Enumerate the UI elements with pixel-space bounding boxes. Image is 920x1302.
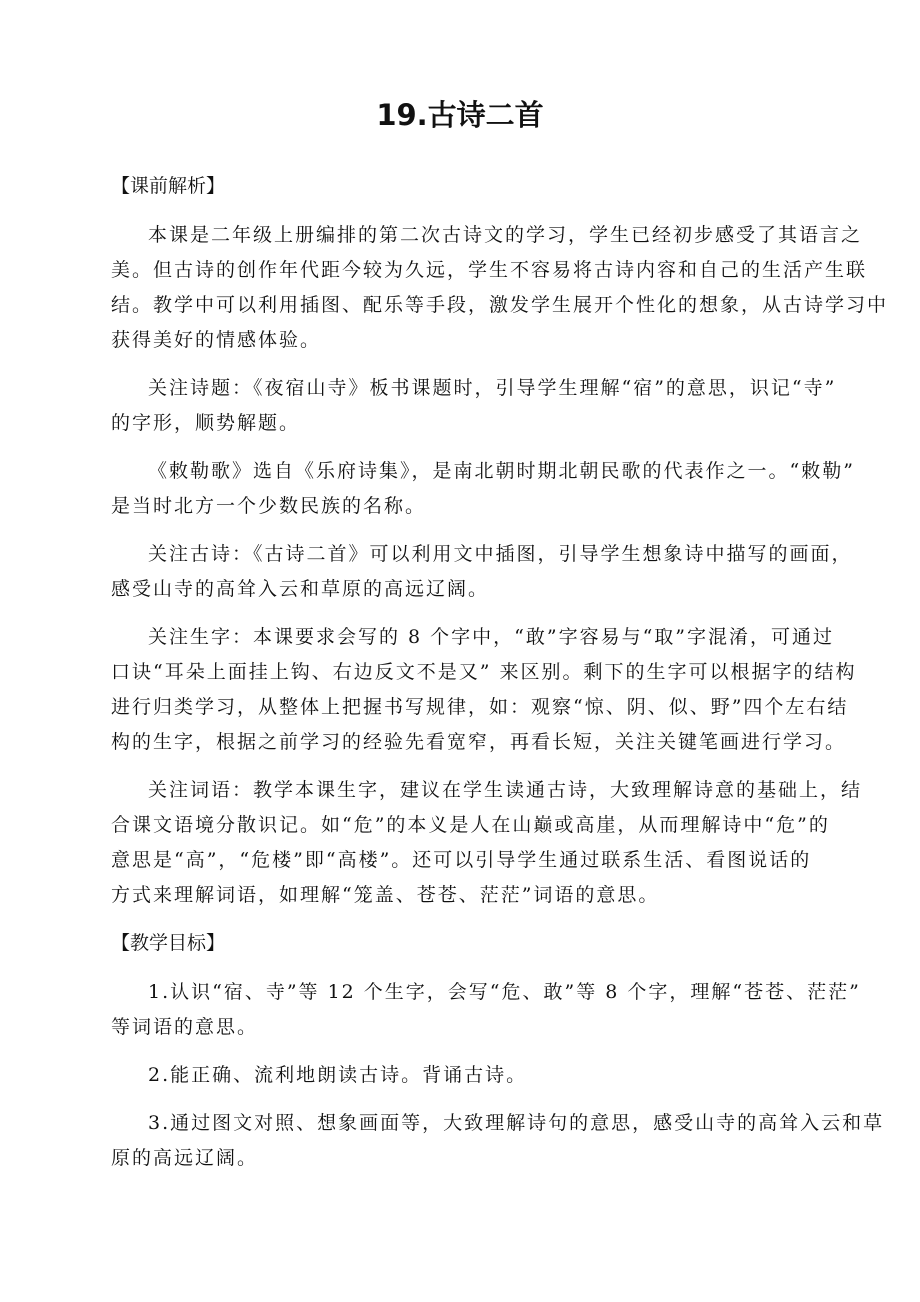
text-line: 本课是二年级上册编排的第二次古诗文的学习，学生已经初步感受了其语言之 [148,224,863,246]
page-title: 19.古诗二首 [376,98,544,132]
document-body [111,169,889,1189]
text-line: 结。教学中可以利用插图、配乐等手段，激发学生展开个性化的想象，从古诗学习中 [111,294,889,316]
paragraph [111,773,863,913]
text-line: 方式来理解词语，如理解“笼盖、苍苍、茫茫”词语的意思。 [111,884,660,906]
section-heading: 【课前解析】 [111,175,226,197]
text-line: 关注古诗：《古诗二首》可以利用文中插图，引导学生想象诗中描写的画面， [148,543,853,565]
paragraph [111,620,857,760]
text-line: 进行归类学习，从整体上把握书写规律，如：观察“惊、阴、似、野”四个左右结 [111,696,849,718]
text-line: 获得美好的情感体验。 [111,329,322,351]
paragraph [111,371,837,441]
text-line: 3.通过图文对照、想象画面等，大致理解诗句的意思，感受山寺的高耸入云和草 [148,1112,885,1134]
text-line: 1.认识“宿、寺”等 12 个生字，会写“危、敢”等 8 个字，理解“苍苍、茫茫” [148,981,861,1003]
text-line: 原的高远辽阔。 [111,1147,259,1169]
text-line: 是当时北方一个少数民族的名称。 [111,495,427,517]
text-line: 的字形，顺势解题。 [111,412,301,434]
section-heading: 【教学目标】 [111,932,226,954]
paragraph [111,975,861,1045]
text-line: 意思是“高”，“危楼”即“高楼”。还可以引导学生通过联系生活、看图说话的 [111,849,812,871]
paragraph [111,454,855,524]
text-line: 感受山寺的高耸入云和草原的高远辽阔。 [111,578,490,600]
text-line: 《敕勒歌》选自《乐府诗集》，是南北朝时期北朝民歌的代表作之一。“敕勒” [148,460,855,482]
text-line: 关注词语：教学本课生字，建议在学生读通古诗，大致理解诗意的基础上，结 [148,779,863,801]
paragraph [111,1058,811,1093]
paragraph [111,218,889,358]
text-line: 2.能正确、流利地朗读古诗。背诵古诗。 [148,1064,528,1086]
text-line: 关注诗题：《夜宿山寺》板书课题时，引导学生理解“宿”的意思，识记“寺” [148,377,837,399]
text-line: 构的生字，根据之前学习的经验先看宽窄，再看长短，关注关键笔画进行学习。 [111,731,847,753]
text-line: 合课文语境分散识记。如“危”的本义是人在山巅或高崖，从而理解诗中“危”的 [111,814,830,836]
paragraph [111,1106,885,1176]
text-line: 等词语的意思。 [111,1016,259,1038]
text-line: 美。但古诗的创作年代距今较为久远，学生不容易将古诗内容和自己的生活产生联 [111,259,868,281]
text-line: 关注生字：本课要求会写的 8 个字中，“敢”字容易与“取”字混淆，可通过 [148,626,835,648]
paragraph [111,537,853,607]
text-line: 口诀“耳朵上面挂上钩、右边反文不是又” 来区别。剩下的生字可以根据字的结构 [111,661,857,683]
